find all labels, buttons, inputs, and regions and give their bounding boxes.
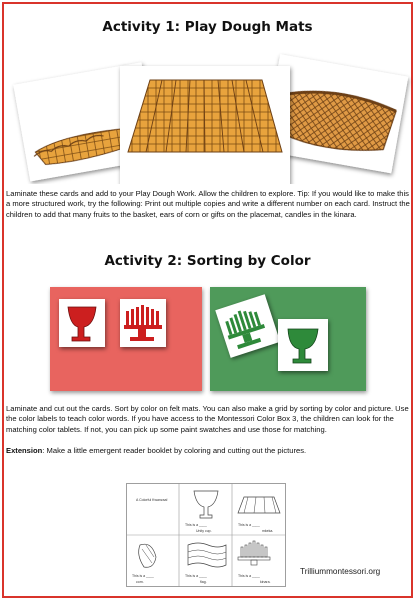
activity2-heading: Activity 2: Sorting by Color <box>104 253 311 269</box>
emergent-reader-booklet <box>126 483 286 587</box>
activity1-heading: Activity 1: Play Dough Mats <box>102 19 313 35</box>
extension-label: Extension <box>6 446 43 455</box>
mkeka-card-center <box>120 66 290 184</box>
booklet-line-2: Unity cup. <box>196 529 212 533</box>
red-cup-card <box>59 299 105 347</box>
activity2-description: Laminate and cut out the cards. Sort by color on felt mats. You can also make a grid by sorting by color and picture. Use the color labels to teach color words. If you have access to the Montessori Color Box 3, the children can look for the matching color tablets. If not, you can pick up some paint swatches and use those for matching. <box>6 404 409 434</box>
activity1-description: Laminate these cards and add to your Play Dough Work. Allow the children to explore. Tip: If you would like to make this a more structured work, try the following: Print out multiple copies and write a different number on each card. Instruct the children to add that many fruits to the basket, ears of corn or gifts on the placemat, candles in the kinara. <box>6 189 410 219</box>
green-cup-card <box>278 319 328 371</box>
booklet-line-9: This is a ____ <box>238 574 260 578</box>
booklet-line-4: mkeka. <box>262 529 274 533</box>
green-felt-mat <box>210 287 366 391</box>
footer-site-url: Trilliummontessori.org <box>300 567 381 576</box>
booklet-line-8: flag. <box>200 580 207 584</box>
booklet-line-7: This is a ____ <box>185 574 207 578</box>
booklet-line-1: This is a ____ <box>185 523 207 527</box>
booklet-cover-title: A Colorful Kwanzaa! <box>136 498 168 502</box>
red-mat-cards <box>50 287 202 391</box>
extension-paragraph <box>6 446 410 456</box>
red-kinara-card <box>120 299 166 347</box>
green-mat-cards <box>210 287 366 391</box>
extension-text: : Make a little emergent reader booklet by coloring and cutting out the pictures. <box>42 446 307 455</box>
booklet-line-5: This is a ____ <box>132 574 154 578</box>
red-felt-mat <box>50 287 202 391</box>
booklet-line-6: corn. <box>136 580 144 584</box>
play-dough-cards <box>0 44 415 184</box>
booklet-line-3: This is a ____ <box>238 523 260 527</box>
booklet-line-10: kinara. <box>260 580 271 584</box>
